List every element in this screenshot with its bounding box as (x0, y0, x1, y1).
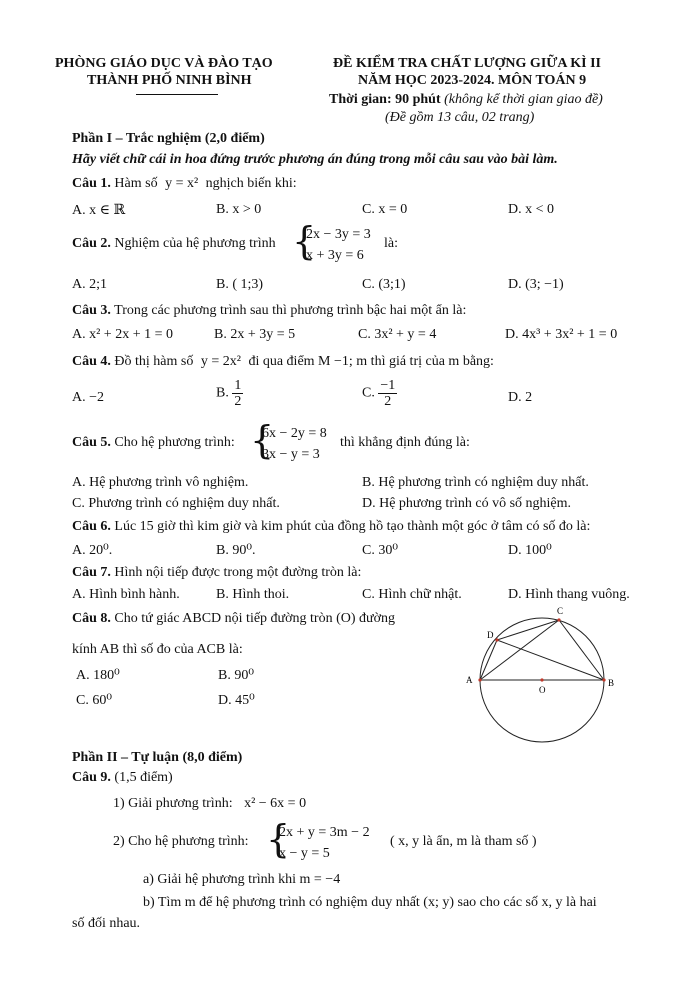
label-c: C (557, 606, 564, 616)
q4-option-a: A. −2 (72, 390, 105, 405)
q7-option-b: B. Hình thoi. (216, 587, 290, 602)
q6-option-b: B. 90⁰. (216, 543, 256, 558)
q7-label: Câu 7. (72, 565, 111, 580)
q1-option-c: C. x = 0 (362, 202, 408, 217)
q9-label: Câu 9. (72, 770, 111, 785)
q9-part-b-line2: số đối nhau. (72, 916, 141, 931)
point-b-dot (602, 678, 605, 681)
segment-ac (480, 620, 559, 680)
q5-text: Cho hệ phương trình: (114, 435, 235, 450)
q2-option-d: D. (3; −1) (508, 277, 564, 292)
q6-option-d: D. 100⁰ (508, 543, 552, 558)
question-6 (72, 519, 590, 535)
q7-option-c: C. Hình chữ nhật. (362, 587, 462, 602)
time-label: Thời gian: 90 phút (329, 92, 441, 107)
pages-note: (Đề gồm 13 câu, 02 trang) (385, 110, 535, 125)
segment-dc (497, 620, 559, 640)
question-4 (72, 354, 494, 370)
q4-text: Đồ thị hàm số (114, 354, 194, 369)
department-name: PHÒNG GIÁO DỤC VÀ ĐÀO TẠO (55, 56, 273, 71)
q5-system (262, 423, 327, 465)
question-2 (72, 236, 276, 252)
q5-brace: { (250, 418, 275, 462)
q4-option-b-den: 2 (234, 394, 242, 409)
question-5 (72, 435, 235, 451)
q2-option-c: C. (3;1) (362, 277, 406, 292)
q3-option-b: B. 2x + 3y = 5 (214, 327, 296, 342)
q1-option-a: A. x ∈ ℝ (72, 203, 126, 218)
q6-option-a: A. 20⁰. (72, 543, 113, 558)
q8-line1: Cho tứ giác ABCD nội tiếp đường tròn (O) đường (114, 611, 396, 626)
q2-option-a: A. 2;1 (72, 277, 107, 292)
header-underline (136, 94, 218, 95)
q2-brace: { (292, 219, 317, 263)
q2-option-b: B. ( 1;3) (216, 277, 264, 292)
q4-option-c (362, 378, 397, 409)
q9-points: (1,5 điểm) (114, 770, 173, 785)
q3-label: Câu 3. (72, 303, 111, 318)
q9-sub1-text: 1) Giải phương trình: (113, 796, 233, 811)
q5-tail: thì khẳng định đúng là: (340, 435, 470, 450)
q2-system (306, 224, 371, 266)
part1-instruction: Hãy viết chữ cái in hoa đứng trước phương án đúng trong mỗi câu sau vào bài làm. (72, 152, 558, 167)
q4-option-c-fraction (378, 378, 397, 409)
q8-circle-figure (464, 600, 624, 760)
q9-sub1-expr: x² − 6x = 0 (244, 796, 307, 811)
q4-option-c-den: 2 (384, 394, 392, 409)
exam-time (329, 92, 603, 108)
q6-text: Lúc 15 giờ thì kim giờ và kim phút của đồng hồ tạo thành một góc ở tâm có số đo là: (114, 519, 591, 534)
q4-option-b-num: 1 (234, 378, 242, 393)
q1-expr: y = x² (165, 176, 199, 191)
q2-eq1: 2x − 3y = 3 (306, 227, 371, 242)
q1-tail: nghịch biến khi: (205, 176, 297, 191)
q4-option-b-prefix: B. (216, 385, 229, 401)
q4-option-c-num: −1 (380, 378, 396, 393)
q3-option-a: A. x² + 2x + 1 = 0 (72, 327, 173, 342)
q3-option-d: D. 4x³ + 3x² + 1 = 0 (505, 327, 618, 342)
q2-text: Nghiệm của hệ phương trình (114, 236, 276, 251)
q4-option-d: D. 2 (508, 390, 533, 405)
segment-cb (559, 620, 604, 680)
label-a: A (466, 675, 473, 685)
q9-eq1: 2x + y = 3m − 2 (279, 825, 370, 840)
q7-text: Hình nội tiếp được trong một đường tròn là: (114, 565, 362, 580)
q5-option-d: D. Hệ phương trình có vô số nghiệm. (362, 496, 572, 511)
q2-eq2: x + 3y = 6 (306, 248, 364, 263)
q1-label: Câu 1. (72, 176, 111, 191)
q4-option-c-prefix: C. (362, 385, 375, 401)
point-o-dot (540, 678, 543, 681)
q8-line2: kính AB thì số đo của ACB là: (72, 642, 243, 657)
q5-option-a: A. Hệ phương trình vô nghiệm. (72, 475, 249, 490)
q3-text: Trong các phương trình sau thì phương trình bậc hai một ẩn là: (114, 303, 467, 318)
segment-db (497, 640, 604, 680)
part2-title: Phần II – Tự luận (8,0 điểm) (72, 750, 243, 765)
q4-expr: y = 2x² (200, 354, 241, 369)
q5-option-b: B. Hệ phương trình có nghiệm duy nhất. (362, 475, 589, 490)
q2-tail: là: (384, 236, 398, 251)
q8-option-c: C. 60⁰ (76, 693, 112, 708)
time-note: (không kể thời gian giao đề) (444, 92, 603, 107)
q6-label: Câu 6. (72, 519, 111, 534)
q8-label: Câu 8. (72, 611, 111, 626)
q9-system (279, 822, 370, 864)
q7-option-d: D. Hình thang vuông. (508, 587, 630, 602)
q3-option-c: C. 3x² + y = 4 (358, 327, 437, 342)
q2-label: Câu 2. (72, 236, 111, 251)
q1-option-d: D. x < 0 (508, 202, 555, 217)
point-c-dot (557, 618, 560, 621)
question-7 (72, 565, 361, 581)
q5-eq1: 6x − 2y = 8 (262, 426, 327, 441)
label-d: D (487, 630, 494, 640)
q6-option-c: C. 30⁰ (362, 543, 398, 558)
q5-eq2: 3x − y = 3 (262, 447, 320, 462)
q9-sub2-text: 2) Cho hệ phương trình: (113, 834, 249, 849)
q9-sub2-tail: ( x, y là ẩn, m là tham số ) (390, 834, 537, 849)
city-name: THÀNH PHỐ NINH BÌNH (87, 73, 252, 88)
question-9 (72, 770, 173, 786)
q9-part-a: a) Giải hệ phương trình khi m = −4 (143, 872, 341, 887)
q1-option-b: B. x > 0 (216, 202, 262, 217)
question-8 (72, 611, 395, 627)
q4-option-b (216, 378, 243, 409)
q4-tail: đi qua điểm M −1; m thì giá trị của m bằng: (248, 354, 494, 369)
exam-year-subject: NĂM HỌC 2023-2024. MÔN TOÁN 9 (358, 73, 587, 88)
point-d-dot (495, 638, 498, 641)
q8-option-b: B. 90⁰ (218, 668, 254, 683)
part1-title: Phần I – Trắc nghiệm (2,0 điểm) (72, 131, 265, 146)
question-3 (72, 303, 466, 319)
q8-option-a: A. 180⁰ (76, 668, 120, 683)
q4-label: Câu 4. (72, 354, 111, 369)
q8-option-d: D. 45⁰ (218, 693, 255, 708)
q9-eq2: x − y = 5 (279, 846, 330, 861)
question-1 (72, 176, 297, 192)
label-b: B (608, 678, 615, 688)
q5-label: Câu 5. (72, 435, 111, 450)
q7-option-a: A. Hình bình hành. (72, 587, 180, 602)
q9-sub1 (113, 796, 306, 812)
label-o: O (539, 685, 546, 695)
q5-option-c: C. Phương trình có nghiệm duy nhất. (72, 496, 280, 511)
q9-part-b-line1: b) Tìm m để hệ phương trình có nghiệm duy nhất (x; y) sao cho các số x, y là hai (143, 895, 597, 910)
q4-option-b-fraction (232, 378, 243, 409)
q9-brace: { (266, 817, 291, 861)
exam-title: ĐỀ KIỂM TRA CHẤT LƯỢNG GIỮA KÌ II (333, 56, 601, 71)
point-a-dot (478, 678, 481, 681)
q1-text: Hàm số (114, 176, 158, 191)
